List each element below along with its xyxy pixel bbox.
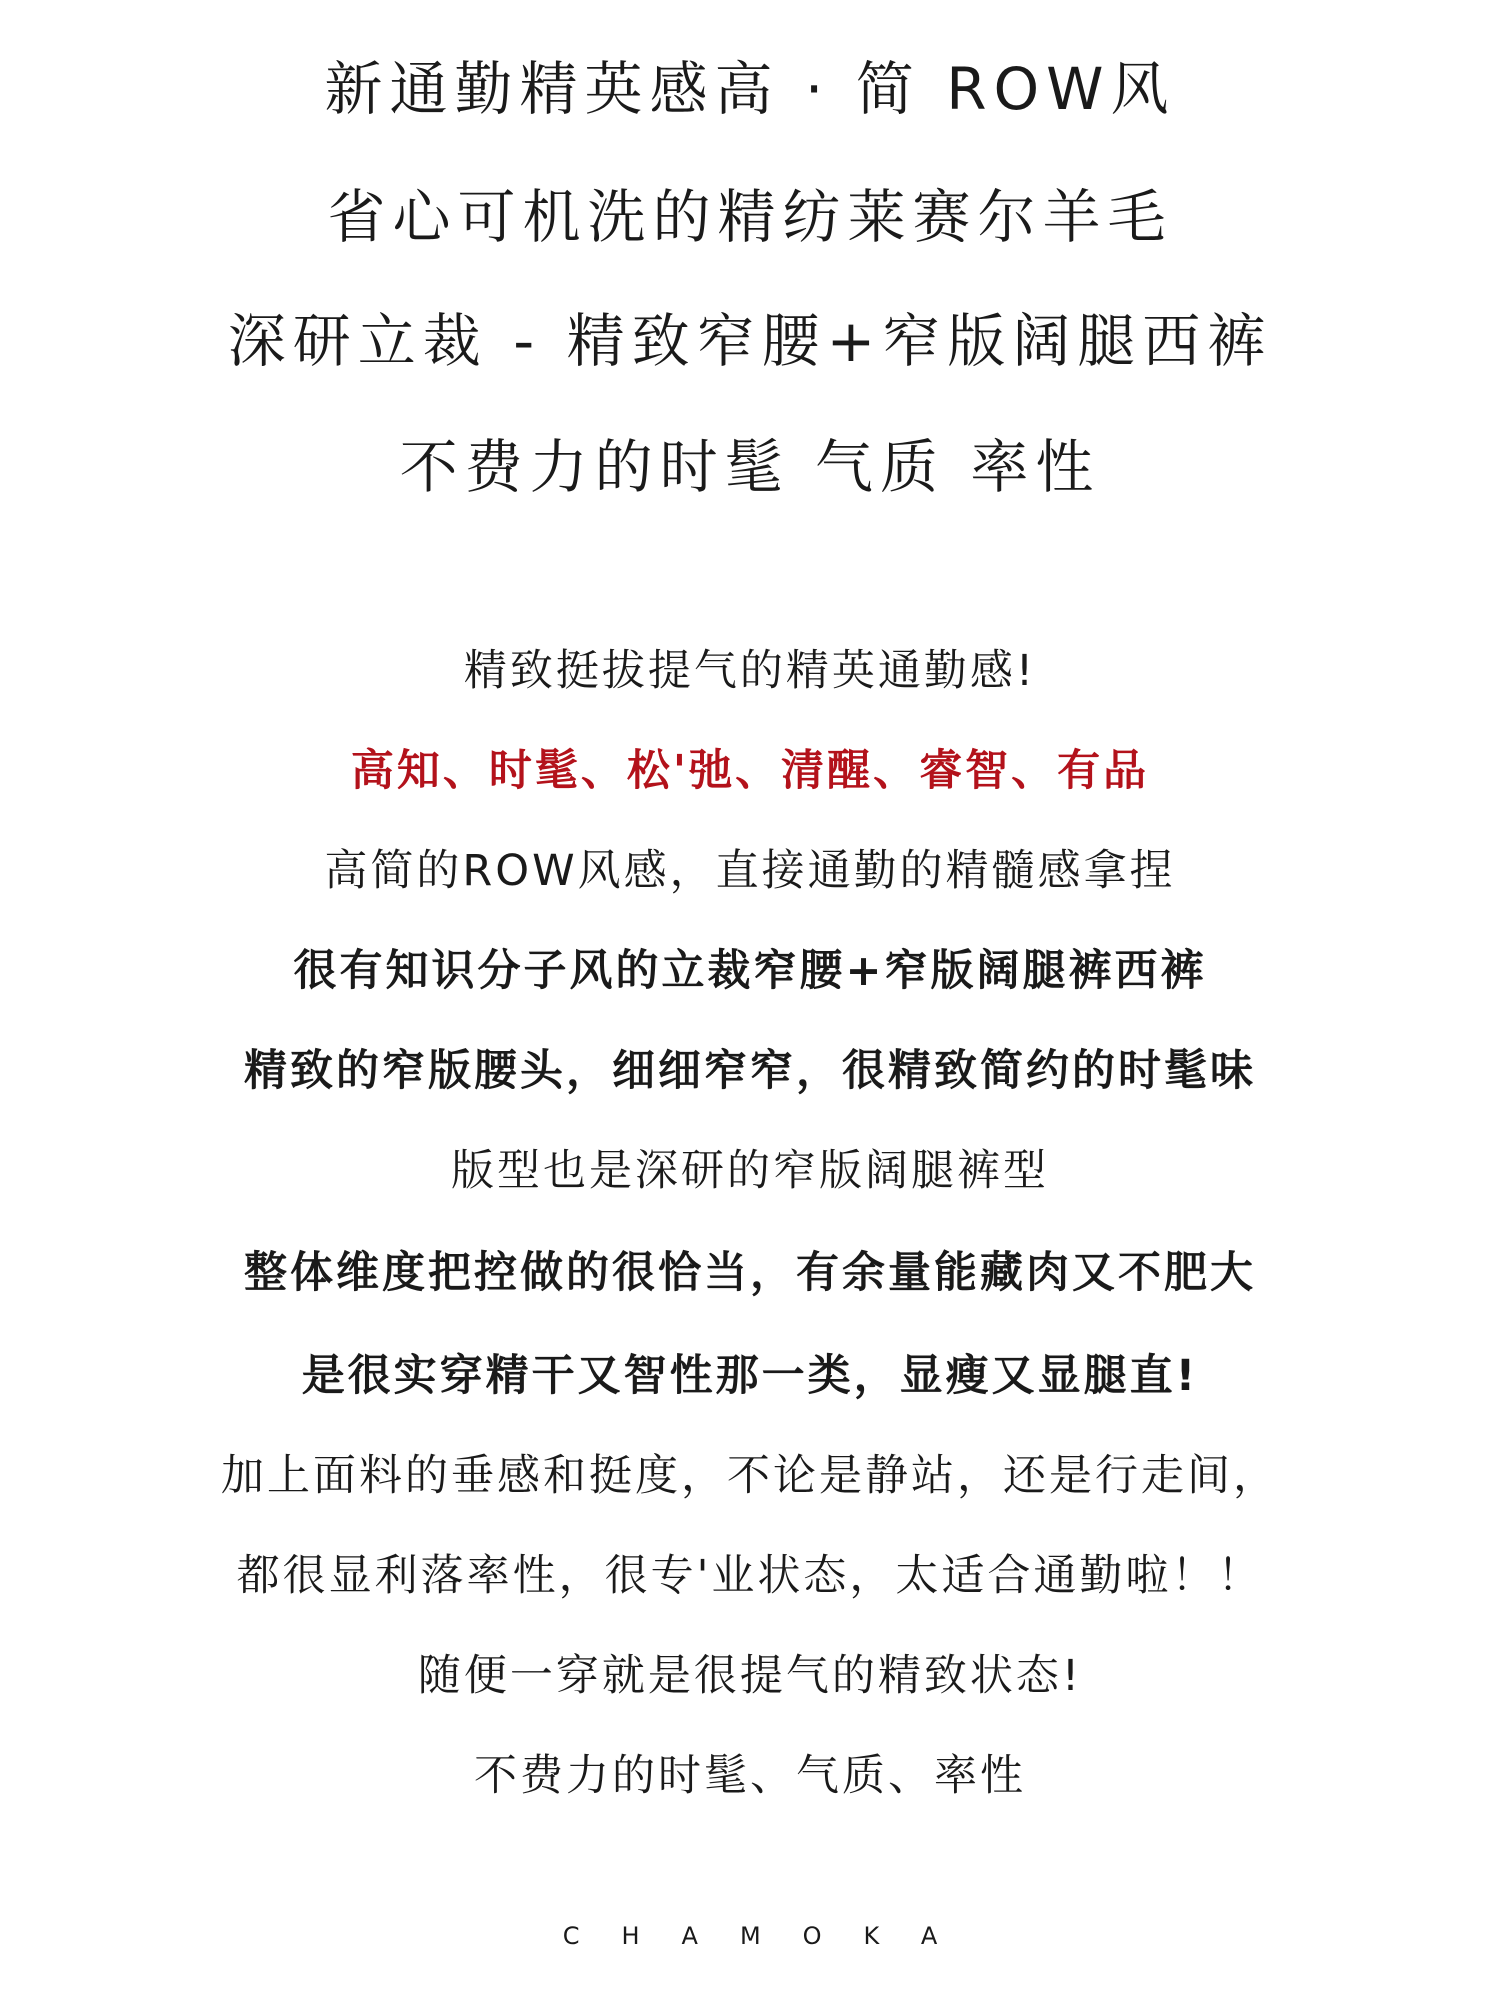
body-line-highlight: 高知、时髦、松'弛、清醒、睿智、有品 [350, 746, 1150, 796]
headline-line-1: 新通勤精英感高 · 简 ROW风 [324, 55, 1176, 123]
body-line-11: 随便一穿就是很提气的精致状态! [417, 1651, 1083, 1701]
body-line-3: 高简的ROW风感，直接通勤的精髓感拿捏 [324, 846, 1176, 896]
body-line-7: 整体维度把控做的很恰当，有余量能藏肉又不肥大 [244, 1248, 1256, 1298]
body-line-10: 都很显利落率性，很专'业状态，太适合通勤啦！！ [236, 1551, 1264, 1601]
headline-line-4: 不费力的时髦 气质 率性 [399, 433, 1101, 501]
body-line-9: 加上面料的垂感和挺度，不论是静站，还是行走间， [221, 1451, 1279, 1501]
headline-line-2: 省心可机洗的精纺莱赛尔羊毛 [327, 183, 1173, 251]
headline-line-3: 深研立裁 - 精致窄腰+窄版阔腿西裤 [227, 307, 1273, 375]
body-line-12: 不费力的时髦、气质、率性 [474, 1751, 1026, 1801]
body-line-8: 是很实穿精干又智性那一类，显瘦又显腿直! [301, 1351, 1199, 1401]
body-line-1: 精致挺拔提气的精英通勤感! [463, 646, 1037, 696]
brand-wordmark: CHAMOKA [562, 1922, 980, 1950]
body-line-5: 精致的窄版腰头，细细窄窄，很精致简约的时髦味 [244, 1046, 1256, 1096]
body-line-4: 很有知识分子风的立裁窄腰+窄版阔腿裤西裤 [293, 946, 1207, 996]
body-line-6: 版型也是深研的窄版阔腿裤型 [451, 1146, 1049, 1196]
